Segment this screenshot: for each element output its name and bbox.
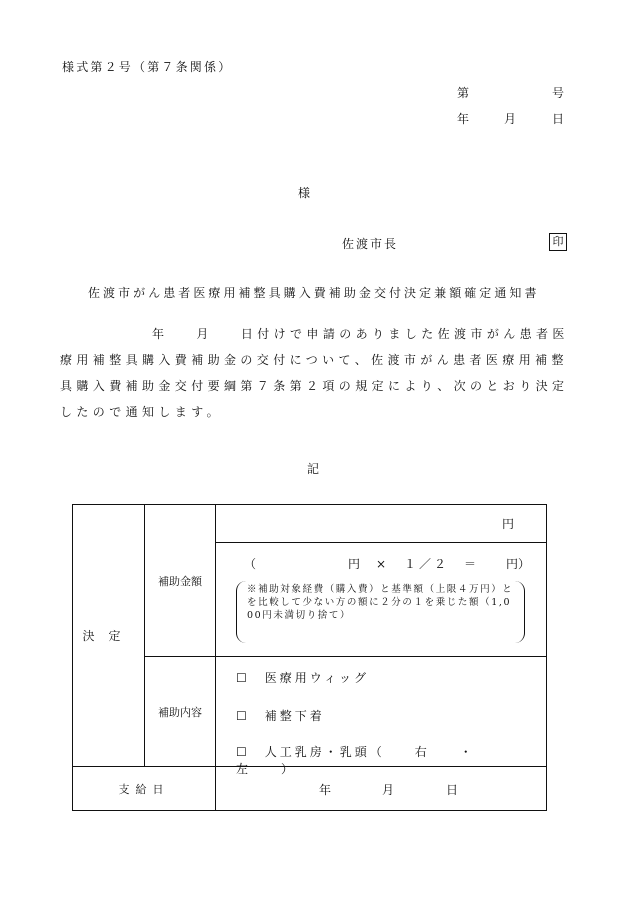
form-number: 様式第２号（第７条関係） [62, 60, 233, 74]
option-wig[interactable]: ☐ 医療用ウィッグ [236, 671, 370, 685]
number-prefix: 第 [457, 86, 470, 100]
decision-table [72, 504, 547, 811]
calculation-note-text: ※補助対象経費（購入費）と基準額（上限４万円）とを比較して少ない方の額に２分の１を乗じた額（1,000円未満切り捨て） [247, 584, 514, 621]
body-month: 月 [196, 327, 213, 341]
calculation-note [236, 581, 525, 643]
date-year: 年 [457, 112, 470, 126]
body-paragraph [60, 321, 570, 425]
sender-name: 佐渡市長 [342, 237, 399, 251]
ki-heading: 記 [307, 462, 320, 476]
document-title: 佐渡市がん患者医療用補整具購入費補助金交付決定兼額確定通知書 [88, 286, 540, 300]
calc-formula: × １／２ ＝ [376, 557, 480, 571]
number-suffix: 号 [552, 86, 565, 100]
calc-yen-2: 円） [506, 557, 531, 571]
payment-month: 月 [382, 783, 395, 797]
payment-date-cell [216, 767, 547, 811]
decision-label: 決定 [73, 505, 145, 767]
calc-yen-1: 円 [348, 557, 361, 571]
content-options-cell [216, 657, 547, 776]
seal-stamp: 印 [549, 233, 567, 251]
date-month: 月 [504, 112, 517, 126]
payment-year: 年 [319, 783, 332, 797]
calc-open-paren: （ [244, 557, 257, 571]
body-year: 年 [152, 327, 169, 341]
addressee-suffix: 様 [298, 186, 311, 200]
calculation-cell [216, 543, 547, 657]
amount-label: 補助金額 [145, 505, 216, 657]
payment-day: 日 [446, 783, 459, 797]
option-artificial-breast[interactable]: ☐ 人工乳房・乳頭（ 右 ・ 左 ） [236, 745, 505, 776]
amount-yen-unit: 円 [501, 517, 514, 531]
content-label: 補助内容 [145, 657, 216, 767]
amount-yen-cell [216, 505, 547, 543]
payment-label: 支給日 [73, 767, 216, 811]
option-compensation-underwear[interactable]: ☐ 補整下着 [236, 709, 325, 723]
body-text: 日付けで申請のありました佐渡市がん患者医療用補整具購入費補助金の交付について、佐渡市がん患者医療用補整具購入費補助金交付要綱第７条第２項の規定により、次のとおり決定したので通知します。 [60, 327, 569, 419]
date-day: 日 [552, 112, 565, 126]
